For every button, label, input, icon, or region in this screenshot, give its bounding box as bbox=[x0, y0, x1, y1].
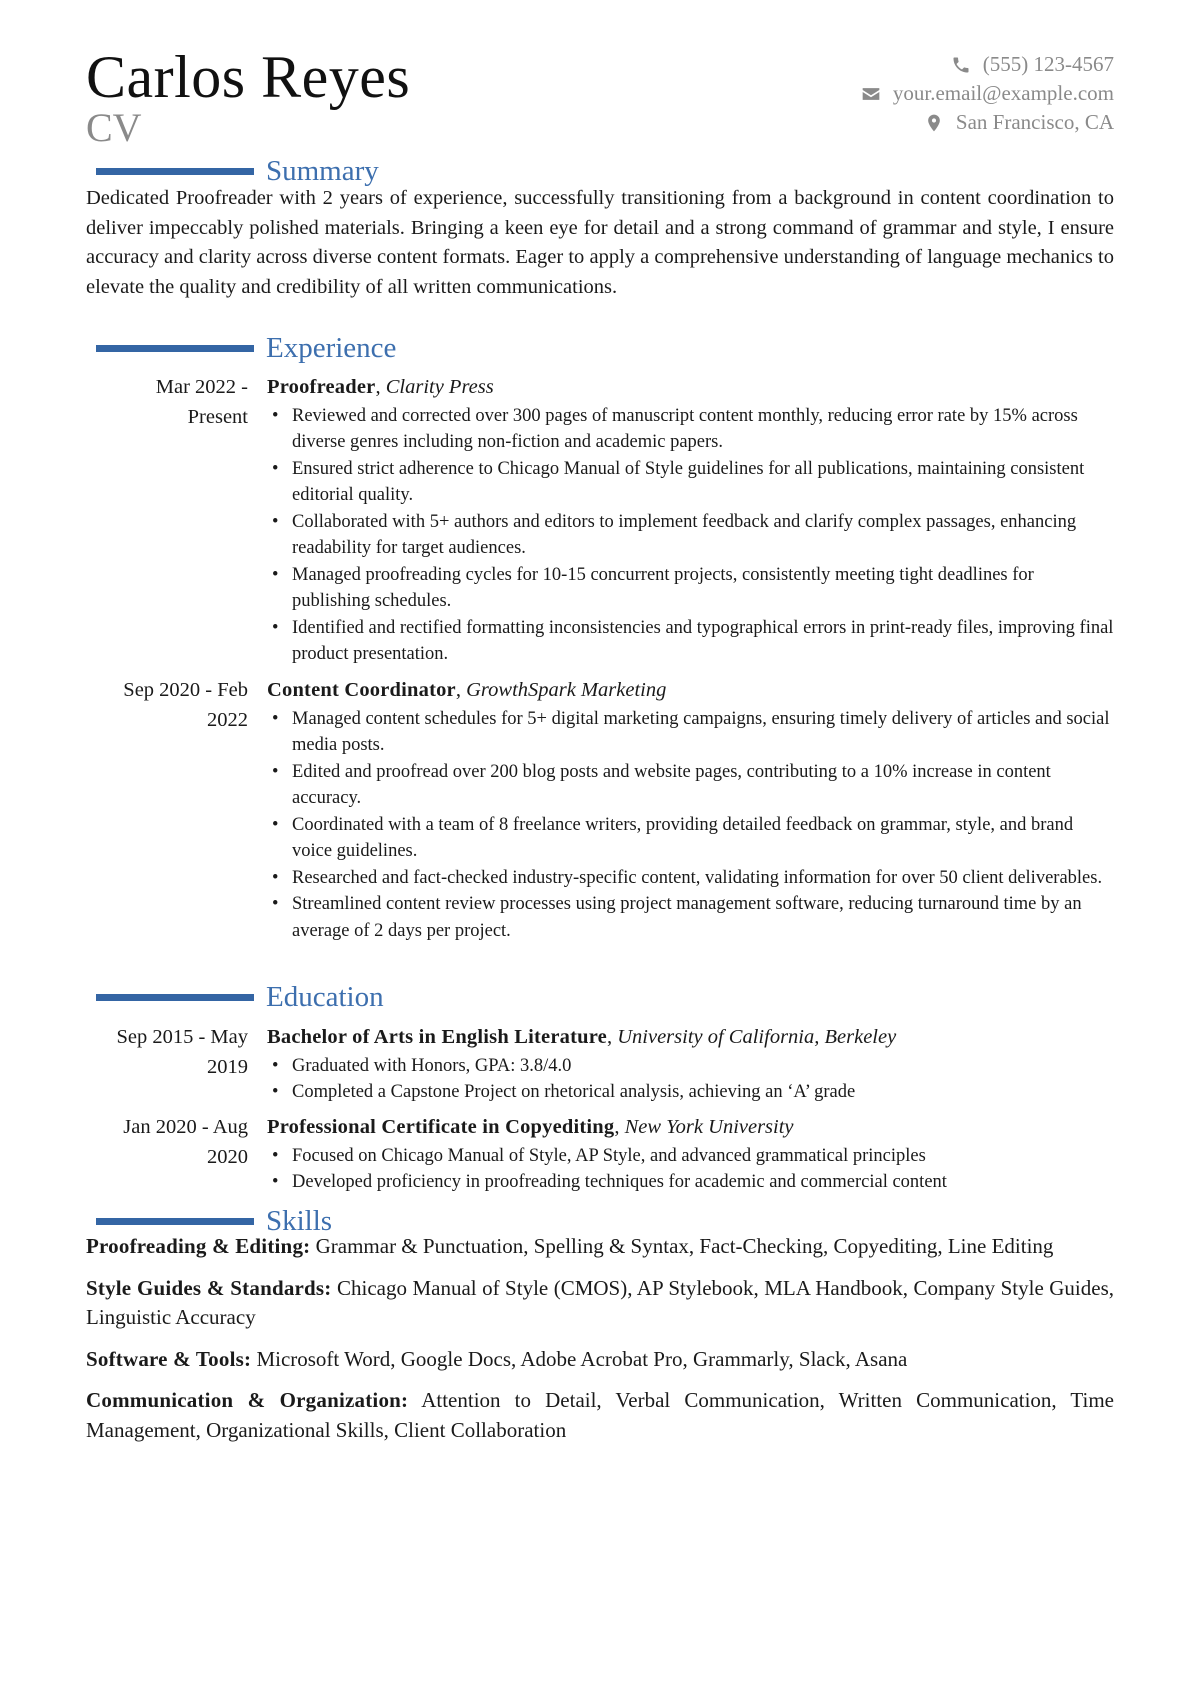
resume-header bbox=[86, 44, 1114, 162]
list-item: • Managed proofreading cycles for 10-15 concurrent projects, consistently meeting tight deadlines for publishing schedules. bbox=[267, 562, 1114, 615]
date-start: Mar 2022 - bbox=[155, 376, 248, 398]
employer-name: GrowthSpark Marketing bbox=[466, 679, 667, 701]
bullet-list bbox=[267, 403, 1114, 668]
contact-location bbox=[861, 108, 1114, 137]
bullet-list bbox=[267, 1143, 1114, 1196]
list-item: • Reviewed and corrected over 300 pages of manuscript content monthly, reducing error rate by 15% across diverse genres including non-fiction and academic papers. bbox=[267, 403, 1114, 456]
skill-group bbox=[86, 1274, 1114, 1333]
document-subtitle: CV bbox=[86, 105, 142, 150]
date-start: Sep 2020 - Feb bbox=[123, 679, 248, 701]
section-heading-experience bbox=[96, 332, 396, 364]
date-end: 2020 bbox=[207, 1145, 248, 1168]
employer-name: Clarity Press bbox=[385, 376, 494, 398]
bullet-list bbox=[267, 1053, 1114, 1106]
skill-group-label: Proofreading & Editing: bbox=[86, 1234, 311, 1258]
list-item: • Focused on Chicago Manual of Style, AP Style, and advanced grammatical principles bbox=[267, 1143, 1114, 1170]
summary-text: Dedicated Proofreader with 2 years of experience, successfully transitioning from a background in content coordination to deliver impeccably polished materials. Bringing a keen eye for detail and a strong command of grammar and style, I ensure accuracy and clarity across diverse content formats. Eager to apply a comprehensive understanding of language mechanics to elevate the quality and credibility of all written communications. bbox=[86, 187, 1114, 298]
skill-group-label: Software & Tools: bbox=[86, 1346, 252, 1371]
section-title-experience: Experience bbox=[266, 332, 397, 364]
date-end: Present bbox=[187, 405, 248, 428]
entry-date bbox=[86, 1023, 248, 1082]
map-marker-icon bbox=[924, 113, 944, 133]
list-item: • Developed proficiency in proofreading techniques for academic and commercial content bbox=[267, 1169, 1114, 1196]
list-item: • Graduated with Honors, GPA: 3.8/4.0 bbox=[267, 1053, 1114, 1080]
skill-group bbox=[86, 1232, 1114, 1262]
degree-title: Professional Certificate in Copyediting bbox=[267, 1116, 615, 1138]
contact-email bbox=[861, 79, 1114, 108]
entry-date bbox=[86, 373, 248, 432]
entry-title: Proofreader, Clarity Press bbox=[267, 376, 494, 398]
list-item: • Identified and rectified formatting inconsistencies and typographical errors in print-ready files, improving final product presentation. bbox=[267, 615, 1114, 668]
entry-body bbox=[267, 676, 1114, 944]
entry-date bbox=[86, 1113, 248, 1172]
section-heading-education bbox=[96, 981, 384, 1013]
skill-group bbox=[86, 1345, 1114, 1375]
degree-title: Bachelor of Arts in English Literature bbox=[267, 1026, 607, 1048]
date-end: 2022 bbox=[207, 708, 248, 731]
skill-group-values: Attention to Detail, Verbal Communication, Written Communication, Time Management, Organizational Skills, Client Collaboration bbox=[86, 1388, 1115, 1442]
list-item: • Coordinated with a team of 8 freelance writers, providing detailed feedback on grammar, style, and brand voice guidelines. bbox=[267, 812, 1114, 865]
entry-title: Professional Certificate in Copyediting, New York University bbox=[267, 1116, 794, 1138]
phone-icon bbox=[951, 55, 971, 75]
envelope-icon bbox=[861, 84, 881, 104]
skills-list bbox=[86, 1232, 1114, 1457]
email-link[interactable]: your.email@example.com bbox=[892, 81, 1114, 105]
entry-date bbox=[86, 676, 248, 735]
institution-name: New York University bbox=[624, 1116, 794, 1138]
contact-phone bbox=[861, 50, 1114, 79]
date-start: Sep 2015 - May bbox=[116, 1026, 248, 1048]
bullet-list bbox=[267, 706, 1114, 945]
phone-text[interactable]: (555) 123-4567 bbox=[982, 52, 1114, 76]
entry-title: Content Coordinator, GrowthSpark Marketing bbox=[267, 679, 667, 701]
list-item: • Streamlined content review processes using project management software, reducing turnaround time by an average of 2 days per project. bbox=[267, 891, 1114, 944]
skill-group-values: Chicago Manual of Style (CMOS), AP Stylebook, MLA Handbook, Company Style Guides, Linguistic Accuracy bbox=[86, 1275, 1114, 1329]
skill-group-label: Communication & Organization: bbox=[86, 1388, 409, 1412]
list-item: • Ensured strict adherence to Chicago Manual of Style guidelines for all publications, maintaining consistent editorial quality. bbox=[267, 456, 1114, 509]
skill-group bbox=[86, 1386, 1114, 1445]
section-accent-bar bbox=[96, 345, 254, 352]
contact-info bbox=[861, 50, 1114, 137]
skill-group-values: Grammar & Punctuation, Spelling & Syntax, Fact-Checking, Copyediting, Line Editing bbox=[315, 1234, 1054, 1258]
location-text: San Francisco, CA bbox=[955, 110, 1114, 134]
skill-group-label: Style Guides & Standards: bbox=[86, 1275, 332, 1300]
date-start: Jan 2020 - Aug bbox=[123, 1116, 248, 1138]
section-title-summary: Summary bbox=[266, 155, 379, 187]
candidate-name: Carlos Reyes bbox=[86, 44, 411, 110]
job-title: Content Coordinator bbox=[267, 679, 456, 701]
institution-name: University of California, Berkeley bbox=[617, 1026, 897, 1048]
entry-body bbox=[267, 373, 1114, 668]
section-accent-bar bbox=[96, 1218, 254, 1225]
list-item: • Collaborated with 5+ authors and editors to implement feedback and clarify complex passages, enhancing readability for target audiences. bbox=[267, 509, 1114, 562]
date-end: 2019 bbox=[207, 1055, 248, 1078]
section-title-education: Education bbox=[266, 981, 384, 1013]
list-item: • Completed a Capstone Project on rhetorical analysis, achieving an ‘A’ grade bbox=[267, 1079, 1114, 1106]
section-title-skills: Skills bbox=[266, 1205, 333, 1237]
list-item: • Researched and fact-checked industry-specific content, validating information for over 50 client deliverables. bbox=[267, 865, 1114, 892]
entry-body bbox=[267, 1023, 1114, 1106]
entry-title: Bachelor of Arts in English Literature, University of California, Berkeley bbox=[267, 1026, 897, 1048]
section-accent-bar bbox=[96, 168, 254, 175]
section-accent-bar bbox=[96, 994, 254, 1001]
skill-group-values: Microsoft Word, Google Docs, Adobe Acrobat Pro, Grammarly, Slack, Asana bbox=[256, 1346, 908, 1371]
entry-body bbox=[267, 1113, 1114, 1196]
section-heading-summary bbox=[96, 155, 379, 187]
list-item: • Edited and proofread over 200 blog posts and website pages, contributing to a 10% increase in content accuracy. bbox=[267, 759, 1114, 812]
job-title: Proofreader bbox=[267, 376, 376, 398]
list-item: • Managed content schedules for 5+ digital marketing campaigns, ensuring timely delivery of articles and social media posts. bbox=[267, 706, 1114, 759]
